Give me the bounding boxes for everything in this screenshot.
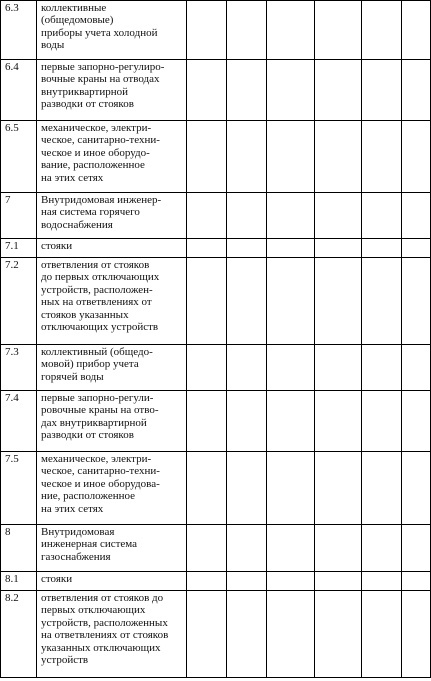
empty-cell: [187, 391, 227, 452]
empty-cell: [187, 345, 227, 391]
empty-cell: [402, 391, 431, 452]
row-number: 7: [1, 193, 37, 239]
empty-cell: [315, 591, 362, 678]
empty-cell: [267, 525, 315, 572]
empty-cell: [227, 345, 267, 391]
table-row: [1, 452, 431, 525]
row-description: коллективные (общедомовые) приборы учета холодной воды: [37, 1, 187, 60]
empty-cell: [227, 239, 267, 258]
empty-cell: [227, 60, 267, 121]
empty-cell: [187, 258, 227, 345]
empty-cell: [187, 591, 227, 678]
empty-cell: [227, 391, 267, 452]
empty-cell: [315, 121, 362, 193]
empty-cell: [267, 345, 315, 391]
empty-cell: [227, 193, 267, 239]
row-description: механическое, электри- ческое, санитарно-техни- ческое и иное оборудова- ние, расположенное на этих сетях: [37, 452, 187, 525]
empty-cell: [187, 452, 227, 525]
empty-cell: [362, 572, 402, 591]
empty-cell: [402, 525, 431, 572]
table-row: [1, 60, 431, 121]
table-row: [1, 258, 431, 345]
table-row: [1, 591, 431, 678]
empty-cell: [227, 452, 267, 525]
row-description: Внутридомовая инженерная система газоснабжения: [37, 525, 187, 572]
row-number: 6.4: [1, 60, 37, 121]
empty-cell: [267, 452, 315, 525]
empty-cell: [315, 345, 362, 391]
empty-cell: [267, 239, 315, 258]
table-row: [1, 525, 431, 572]
row-number: 6.3: [1, 1, 37, 60]
empty-cell: [267, 60, 315, 121]
empty-cell: [362, 591, 402, 678]
empty-cell: [402, 258, 431, 345]
empty-cell: [187, 193, 227, 239]
empty-cell: [267, 591, 315, 678]
empty-cell: [402, 121, 431, 193]
empty-cell: [267, 391, 315, 452]
row-description: механическое, электри- ческое, санитарно-техни- ческое и иное оборудо- вание, расположенное на этих сетях: [37, 121, 187, 193]
empty-cell: [402, 239, 431, 258]
row-number: 6.5: [1, 121, 37, 193]
empty-cell: [402, 193, 431, 239]
empty-cell: [315, 391, 362, 452]
empty-cell: [402, 452, 431, 525]
empty-cell: [362, 452, 402, 525]
row-number: 7.4: [1, 391, 37, 452]
empty-cell: [267, 1, 315, 60]
table-row: [1, 572, 431, 591]
row-description: ответвления от стояков до первых отключающих устройств, расположенных на ответвлениях от стояков указанных отключающих устройств: [37, 591, 187, 678]
empty-cell: [315, 452, 362, 525]
row-number: 8.2: [1, 591, 37, 678]
empty-cell: [227, 258, 267, 345]
empty-cell: [187, 60, 227, 121]
empty-cell: [315, 1, 362, 60]
empty-cell: [267, 572, 315, 591]
row-description: коллективный (общедо- мовой) прибор учета горячей воды: [37, 345, 187, 391]
row-number: 7.5: [1, 452, 37, 525]
table-row: [1, 193, 431, 239]
empty-cell: [187, 239, 227, 258]
empty-cell: [362, 60, 402, 121]
row-number: 8: [1, 525, 37, 572]
row-description: Внутридомовая инженер- ная система горячего водоснабжения: [37, 193, 187, 239]
empty-cell: [315, 525, 362, 572]
empty-cell: [267, 258, 315, 345]
table-row: [1, 391, 431, 452]
empty-cell: [227, 572, 267, 591]
empty-cell: [362, 258, 402, 345]
empty-cell: [227, 525, 267, 572]
empty-cell: [362, 391, 402, 452]
row-description: ответвления от стояков до первых отключающих устройств, расположен- ных на ответвлениях от стояков указанных отключающих устройств: [37, 258, 187, 345]
empty-cell: [315, 258, 362, 345]
empty-cell: [315, 572, 362, 591]
empty-cell: [267, 193, 315, 239]
empty-cell: [187, 525, 227, 572]
empty-cell: [362, 525, 402, 572]
empty-cell: [187, 121, 227, 193]
empty-cell: [315, 60, 362, 121]
empty-cell: [315, 193, 362, 239]
empty-cell: [267, 121, 315, 193]
row-description: первые запорно-регулиро- вочные краны на отводах внутриквартирной разводки от стояков: [37, 60, 187, 121]
empty-cell: [187, 572, 227, 591]
empty-cell: [362, 345, 402, 391]
table-row: [1, 121, 431, 193]
table-row: [1, 345, 431, 391]
empty-cell: [402, 60, 431, 121]
table-row: [1, 1, 431, 60]
empty-cell: [402, 345, 431, 391]
row-number: 7.2: [1, 258, 37, 345]
empty-cell: [227, 121, 267, 193]
empty-cell: [362, 1, 402, 60]
empty-cell: [227, 591, 267, 678]
empty-cell: [362, 121, 402, 193]
empty-cell: [227, 1, 267, 60]
empty-cell: [187, 1, 227, 60]
row-description: стояки: [37, 572, 187, 591]
empty-cell: [402, 1, 431, 60]
row-number: 7.3: [1, 345, 37, 391]
empty-cell: [402, 572, 431, 591]
row-description: первые запорно-регули- ровочные краны на отво- дах внутриквартирной разводки от стояков: [37, 391, 187, 452]
row-number: 8.1: [1, 572, 37, 591]
empty-cell: [362, 239, 402, 258]
empty-cell: [362, 193, 402, 239]
empty-cell: [315, 239, 362, 258]
table-row: [1, 239, 431, 258]
row-number: 7.1: [1, 239, 37, 258]
row-description: стояки: [37, 239, 187, 258]
empty-cell: [402, 591, 431, 678]
